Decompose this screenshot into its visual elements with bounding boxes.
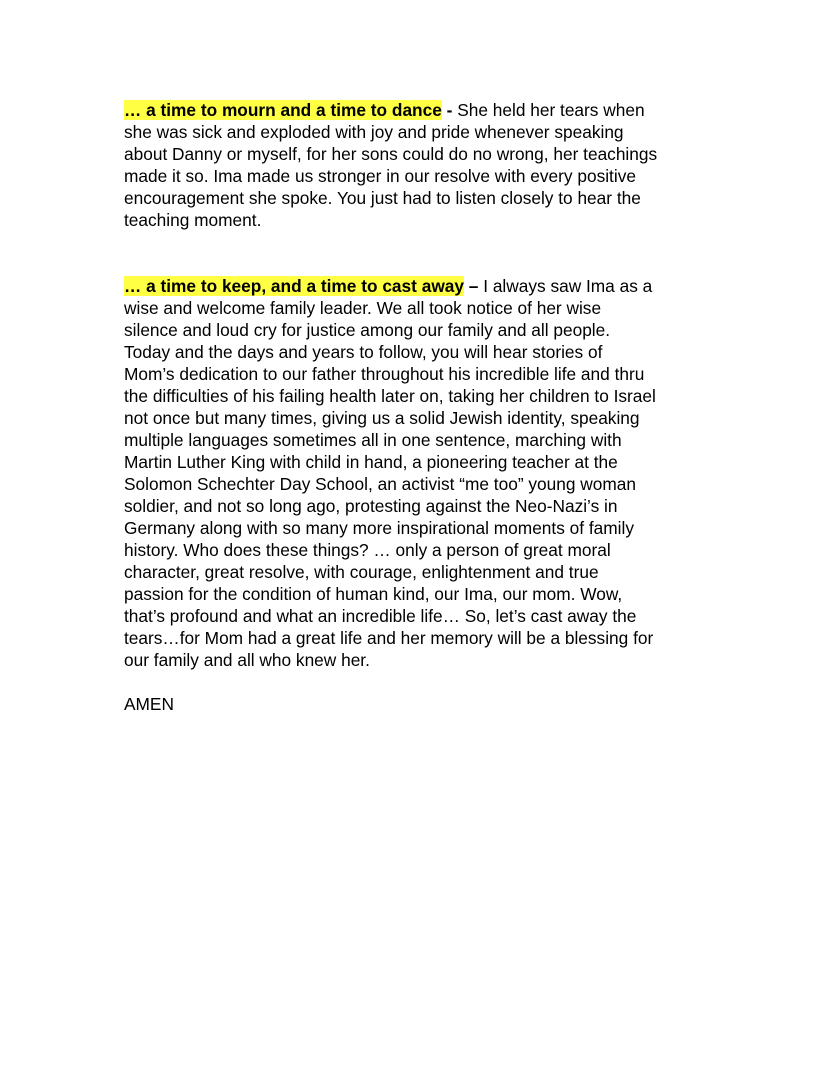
text-line: multiple languages sometimes all in one sentence, marching with: [124, 430, 622, 450]
text-line: tears…for Mom had a great life and her memory will be a blessing for: [124, 628, 654, 648]
text-line: I always saw Ima as a: [478, 276, 653, 296]
text-line: Martin Luther King with child in hand, a pioneering teacher at the: [124, 452, 618, 472]
text-line: history. Who does these things? … only a person of great moral: [124, 540, 611, 560]
heading-separator: -: [446, 100, 453, 120]
text-line: Mom’s dedication to our father throughout his incredible life and thru: [124, 364, 645, 384]
text-line: Germany along with so many more inspirational moments of family: [124, 518, 634, 538]
text-line: She held her tears when: [452, 100, 645, 120]
text-line: about Danny or myself, for her sons could do no wrong, her teachings: [124, 144, 658, 164]
highlighted-heading: … a time to keep, and a time to cast away: [124, 276, 464, 296]
heading-separator: –: [468, 276, 479, 296]
text-line: encouragement she spoke. You just had to listen closely to hear the: [124, 188, 641, 208]
closing-amen: AMEN: [124, 694, 174, 714]
text-line: made it so. Ima made us stronger in our resolve with every positive: [124, 166, 636, 186]
text-line: passion for the condition of human kind, our Ima, our mom. Wow,: [124, 584, 623, 604]
document-page: [124, 99, 720, 715]
text-line: our family and all who knew her.: [124, 650, 370, 670]
text-line: character, great resolve, with courage, enlightenment and true: [124, 562, 599, 582]
paragraph-keep-cast-away: [124, 275, 720, 671]
text-line: that’s profound and what an incredible life… So, let’s cast away the: [124, 606, 637, 626]
text-line: she was sick and exploded with joy and pride whenever speaking: [124, 122, 624, 142]
text-line: not once but many times, giving us a solid Jewish identity, speaking: [124, 408, 640, 428]
text-line: Solomon Schechter Day School, an activist “me too” young woman: [124, 474, 636, 494]
text-line: teaching moment.: [124, 210, 262, 230]
text-line: wise and welcome family leader. We all took notice of her wise: [124, 298, 602, 318]
text-line: the difficulties of his failing health later on, taking her children to Israel: [124, 386, 656, 406]
text-line: Today and the days and years to follow, you will hear stories of: [124, 342, 603, 362]
paragraph-mourn-dance: [124, 99, 720, 231]
text-line: soldier, and not so long ago, protesting against the Neo-Nazi’s in: [124, 496, 618, 516]
highlighted-heading: … a time to mourn and a time to dance: [124, 100, 442, 120]
text-line: silence and loud cry for justice among our family and all people.: [124, 320, 611, 340]
paragraph-first-line: [124, 275, 720, 297]
paragraph-first-line: [124, 99, 720, 121]
